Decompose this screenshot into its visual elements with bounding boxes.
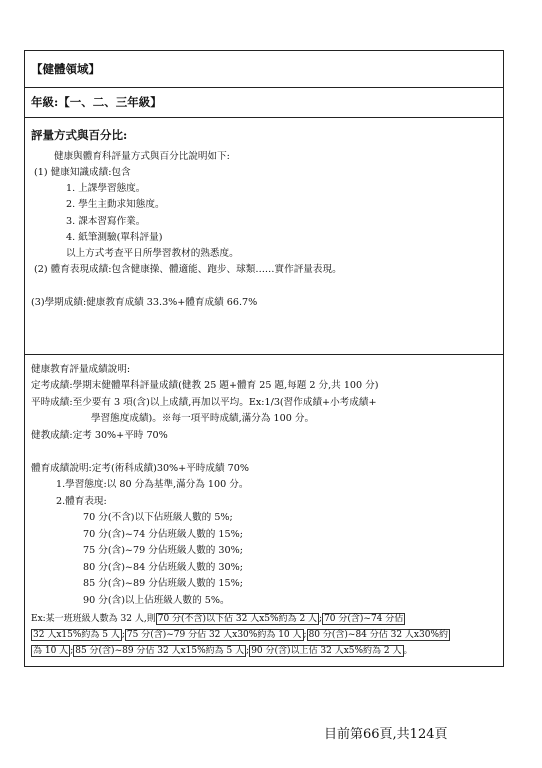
scoring-item-1: (1) 健康知識成績:包含 — [34, 167, 131, 178]
example-box: 85 分(含)~89 分佔 32 人x15%約為 5 人 — [75, 646, 245, 656]
scoring-sub-1: 1. 上課學習態度。 — [66, 183, 146, 194]
scoring-intro: 健康與體育科評量方式與百分比說明如下: — [54, 151, 230, 162]
health-daily-2: 學習態度成績)。※每一項平時成績,滿分為 100 分。 — [91, 413, 315, 424]
health-total: 健教成績:定考 30%+平時 70% — [31, 430, 168, 441]
scoring-sub-2: 2. 學生主動求知態度。 — [66, 199, 165, 210]
scoring-item-2: (2) 體育表現成績:包含健康操、體適能、跑步、球類……實作評量表現。 — [34, 264, 342, 275]
pe-title: 體育成績說明:定考(術科成績)30%+平時成績 70% — [31, 463, 249, 474]
pe-example-line-1: Ex:某一班班級人數為 32 人,則 70 分(不含)以下佔 32 人x5%約為 2 人 ; 70 分(含)~74 分佔 — [31, 614, 404, 624]
scoring-sub-4: 4. 紙筆測驗(單科評量) — [66, 232, 163, 243]
pe-range: 80 分(含)~84 分佔班級人數的 30%; — [83, 562, 243, 573]
pe-range: 70 分(含)~74 分佔班級人數的 15%; — [83, 529, 243, 540]
example-box: 32 人x15%約為 5 人 — [33, 630, 120, 640]
example-box: 80 分(含)~84 分佔 32 人x30%約 — [308, 630, 449, 640]
scoring-title: 評量方式與百分比: — [31, 128, 128, 142]
example-box: 70 分(含)~74 分佔 — [324, 614, 404, 624]
pe-point-1: 1.學習態度:以 80 分為基準,滿分為 100 分。 — [56, 479, 249, 490]
page-number: 目前第66頁,共124頁 — [324, 727, 448, 742]
pe-example-line-3: 為 10 人 ; 85 分(含)~89 分佔 32 人x15%約為 5 人 ; 90 分(含)以上佔 32 人x5%約為 2 人 。 — [33, 646, 413, 656]
pe-range: 90 分(含)以上佔班級人數的 5%。 — [83, 595, 230, 606]
pe-example-line-2: 32 人x15%約為 5 人 ; 75 分(含)~79 分佔 32 人x30%約為 10 人 ; 80 分(含)~84 分佔 32 人x30%約 — [33, 630, 449, 640]
pe-range: 85 分(含)~89 分佔班級人數的 15%; — [83, 578, 243, 589]
example-box: 為 10 人 — [33, 646, 69, 656]
health-exam: 定考成績:學期末健體單科評量成績(健教 25 題+體育 25 題,每題 2 分,共 100 分) — [31, 380, 379, 391]
pe-range: 75 分(含)~79 分佔班級人數的 30%; — [83, 545, 243, 556]
example-box: 70 分(不含)以下佔 32 人x5%約為 2 人 — [157, 614, 318, 624]
scoring-sub-3: 3. 課本習寫作業。 — [66, 216, 146, 227]
domain-header: 【健體領域】 — [31, 62, 100, 76]
pe-point-2: 2.體育表現: — [56, 496, 107, 507]
scoring-item-3: (3)學期成績:健康教育成績 33.3%+體育成績 66.7% — [31, 297, 258, 308]
example-prefix: Ex:某一班班級人數為 32 人,則 — [31, 614, 156, 624]
scoring-note: 以上方式考查平日所學習教材的熟悉度。 — [66, 248, 239, 259]
health-daily-1: 平時成績:至少要有 3 項(含)以上成績,再加以平均。Ex:1/3(習作成績+小考成績+ — [31, 397, 377, 408]
grade-line: 年級:【一、二、三年級】 — [31, 95, 162, 109]
health-title: 健康教育評量成績說明: — [31, 364, 131, 375]
example-box: 75 分(含)~79 分佔 32 人x30%約為 10 人 — [126, 630, 302, 640]
pe-range: 70 分(不含)以下佔班級人數的 5%; — [83, 512, 233, 523]
example-box: 90 分(含)以上佔 32 人x5%約為 2 人 — [251, 646, 402, 656]
